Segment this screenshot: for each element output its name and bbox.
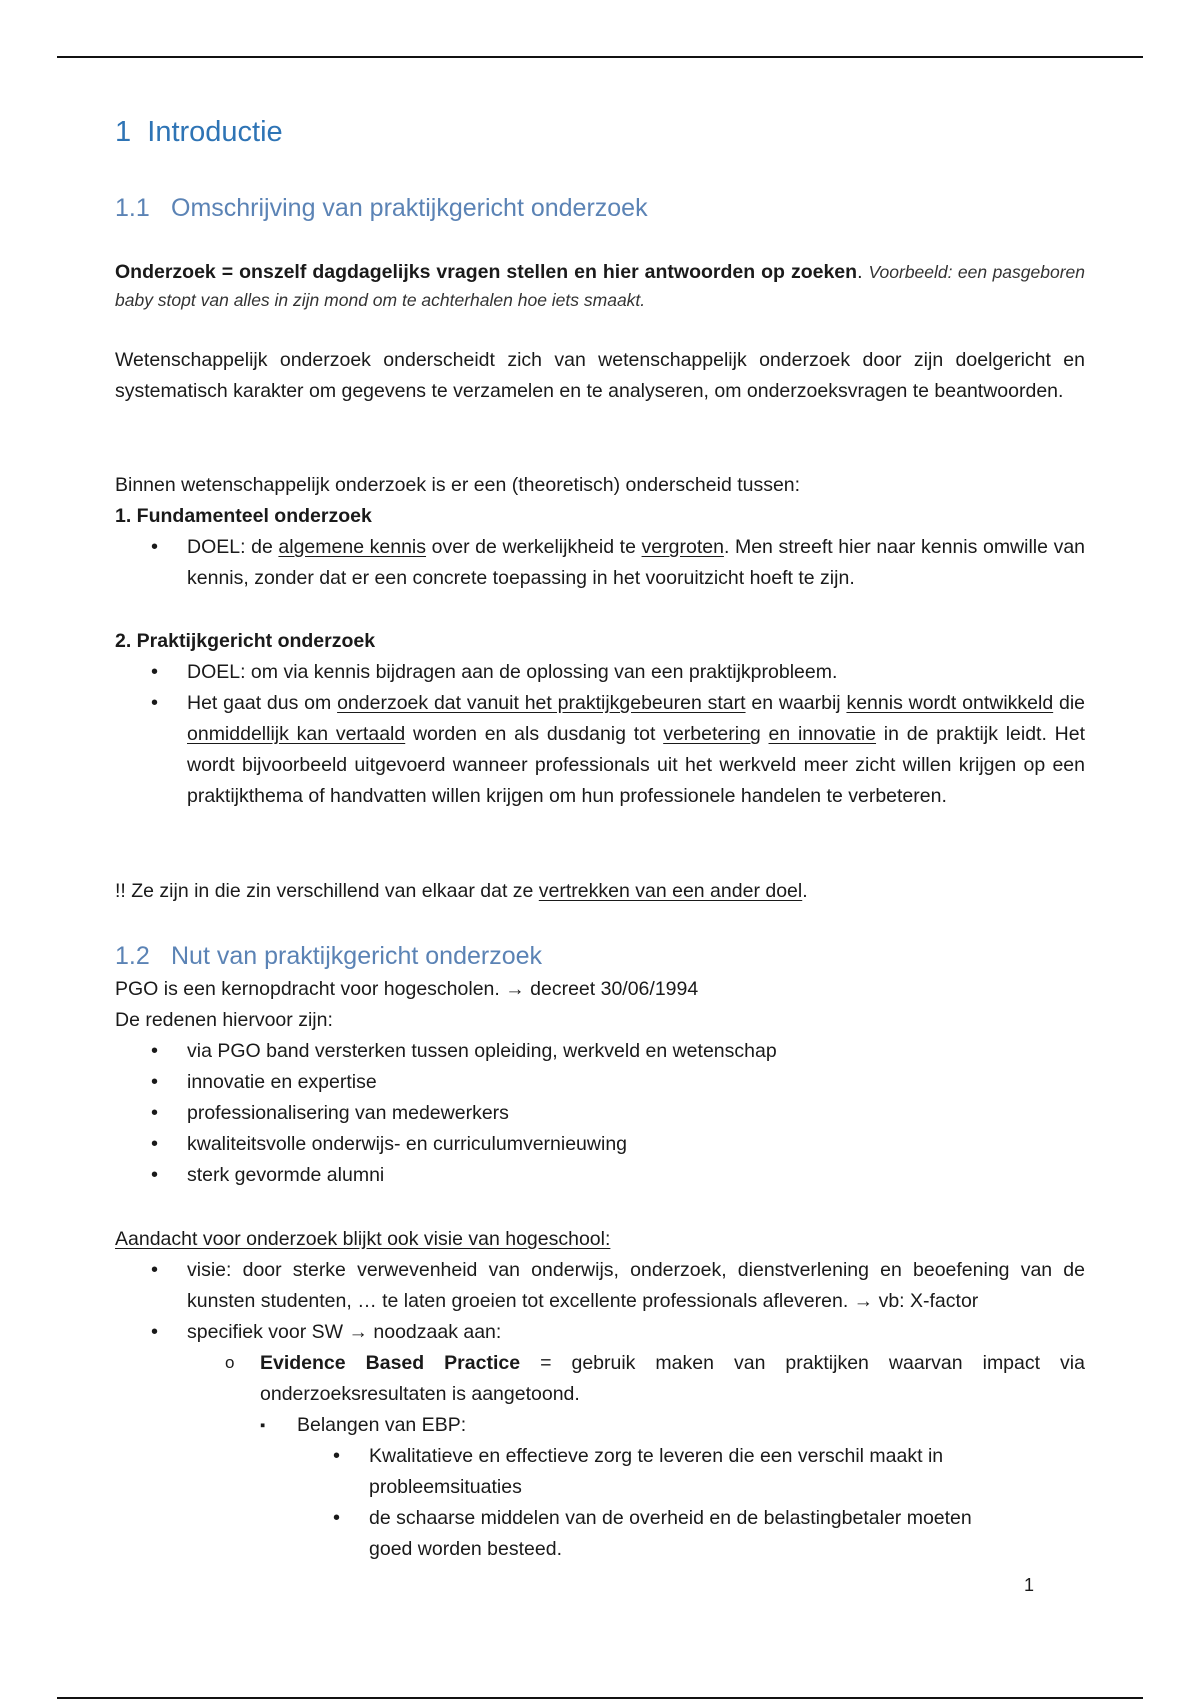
list-item: [115, 1067, 1085, 1098]
list-item: [115, 688, 1085, 812]
text: Belangen van EBP:: [297, 1414, 467, 1436]
heading-introductie: [115, 112, 283, 152]
definition-example: Voorbeeld: een pasgeboren baby stopt van alles in zijn mond om te achterhalen hoe iets smaakt.: [115, 262, 1086, 310]
praktijkgericht-title: 2. Praktijkgericht onderzoek: [115, 630, 376, 652]
paragraph-text: Binnen wetenschappelijk onderzoek is er een (theoretisch) onderscheid tussen:: [115, 474, 801, 496]
aandacht-heading: Aandacht voor onderzoek blijkt ook visie van hogeschool:: [115, 1228, 611, 1250]
underlined-text: verbetering: [663, 723, 761, 745]
underlined-text: vergroten: [641, 536, 724, 558]
text: DOEL: de: [187, 536, 279, 558]
underlined-text: onderzoek dat vanuit het praktijkgebeuren start: [337, 692, 746, 714]
list-item: [115, 1160, 1085, 1191]
text: kwaliteitsvolle onderwijs- en curriculumvernieuwing: [187, 1133, 628, 1155]
text: via PGO band versterken tussen opleiding, werkveld en wetenschap: [187, 1040, 777, 1062]
list-item: [115, 532, 1085, 594]
list-item: [115, 1036, 1085, 1067]
praktijkgericht-list: [115, 657, 1085, 812]
text: = gebruik maken van praktijken waarvan impact via onderzoeksresultaten is aangetoond.: [260, 1352, 1085, 1405]
list-item: [115, 1503, 1085, 1565]
ebp-term: Evidence Based Practice: [260, 1352, 521, 1374]
section-number: 1.1: [115, 194, 150, 222]
text: worden en als dusdanig tot: [405, 723, 664, 745]
heading-title: Introductie: [147, 116, 283, 148]
text: specifiek voor SW → noodzaak aan:: [187, 1321, 502, 1343]
list-item: [115, 1129, 1085, 1160]
text: in de praktijk leidt. Het wordt bijvoorbeeld uitgevoerd wanneer professionals uit het werkveld meer zicht willen krijgen op een praktijkthema of handvatten willen krijgen om hun professionele handelen te verbeteren.: [187, 723, 1085, 807]
fundamenteel-list: [115, 532, 1085, 594]
section-title: Nut van praktijkgericht onderzoek: [171, 942, 543, 970]
text: professionalisering van medewerkers: [187, 1102, 509, 1124]
heading-1-1: [115, 190, 648, 226]
visie-section: [115, 1224, 1085, 1565]
fundamenteel-title: 1. Fundamenteel onderzoek: [115, 505, 372, 527]
text: . Men streeft hier naar kennis omwille van kennis, zonder dat er een concrete toepassing in het vooruitzicht hoeft te zijn.: [187, 536, 1086, 589]
underlined-text: vertrekken van een ander doel: [538, 880, 803, 902]
heading-1-2: [115, 938, 542, 974]
pgo-line: PGO is een kernopdracht voor hogescholen. → decreet 30/06/1994: [115, 978, 699, 1000]
list-item: [115, 1441, 1085, 1503]
underlined-text: en innovatie: [768, 723, 877, 745]
heading-number: 1: [115, 116, 132, 148]
text: sterk gevormde alumni: [187, 1164, 385, 1186]
text: die: [1053, 692, 1086, 714]
text: .: [802, 880, 808, 902]
redenen-intro: De redenen hiervoor zijn:: [115, 1009, 333, 1031]
paragraph-text: Wetenschappelijk onderzoek onderscheidt zich van wetenschappelijk onderzoek door zijn doelgericht en systematisch karakter om gegevens te verzamelen en te analyseren, om onderzoeksvragen te beantwoorden.: [115, 349, 1085, 402]
list-item: [115, 1317, 1085, 1348]
paragraph-binnen: [115, 470, 1085, 594]
text: de schaarse middelen van de overheid en de belastingbetaler moeten goed worden besteed.: [369, 1507, 972, 1560]
text: [761, 723, 769, 745]
nut-section: [115, 974, 1085, 1191]
definition-bold: Onderzoek = onszelf dagdagelijks vragen stellen en hier antwoorden op zoeken: [115, 261, 858, 283]
list-item: [115, 1255, 1085, 1317]
text: visie: door sterke verwevenheid van onderwijs, onderzoek, dienstverlening en beoefening van de kunsten studenten, … te laten groeien tot excellente professionals afleveren. → vb: X-factor: [187, 1259, 1085, 1312]
paragraph-wetenschappelijk: [115, 345, 1085, 407]
list-item: [115, 657, 1085, 688]
note-paragraph: [115, 876, 1085, 907]
praktijkgericht-section: [115, 626, 1085, 812]
text: !! Ze zijn in die zin verschillend van elkaar dat ze: [115, 880, 539, 902]
list-item: [115, 1410, 1085, 1441]
underlined-text: algemene kennis: [278, 536, 427, 558]
text: Het gaat dus om: [187, 692, 338, 714]
text: Kwalitatieve en effectieve zorg te leveren die een verschil maakt in probleemsituaties: [369, 1445, 944, 1498]
page-number: 1: [1024, 1575, 1035, 1595]
definition-paragraph: [115, 258, 1085, 314]
text: en waarbij: [745, 692, 847, 714]
list-item: [115, 1348, 1085, 1410]
definition-dot: .: [857, 261, 863, 283]
underlined-text: kennis wordt ontwikkeld: [846, 692, 1054, 714]
top-rule: [57, 56, 1143, 58]
section-number: 1.2: [115, 942, 150, 970]
list-item: [115, 1098, 1085, 1129]
text: innovatie en expertise: [187, 1071, 377, 1093]
section-title: Omschrijving van praktijkgericht onderzoek: [171, 194, 648, 222]
visie-list: [115, 1255, 1085, 1565]
bottom-rule: [57, 1697, 1143, 1699]
text: DOEL: om via kennis bijdragen aan de oplossing van een praktijkprobleem.: [187, 661, 838, 683]
underlined-text: onmiddellijk kan vertaald: [187, 723, 406, 745]
text: over de werkelijkheid te: [426, 536, 642, 558]
redenen-list: [115, 1036, 1085, 1191]
